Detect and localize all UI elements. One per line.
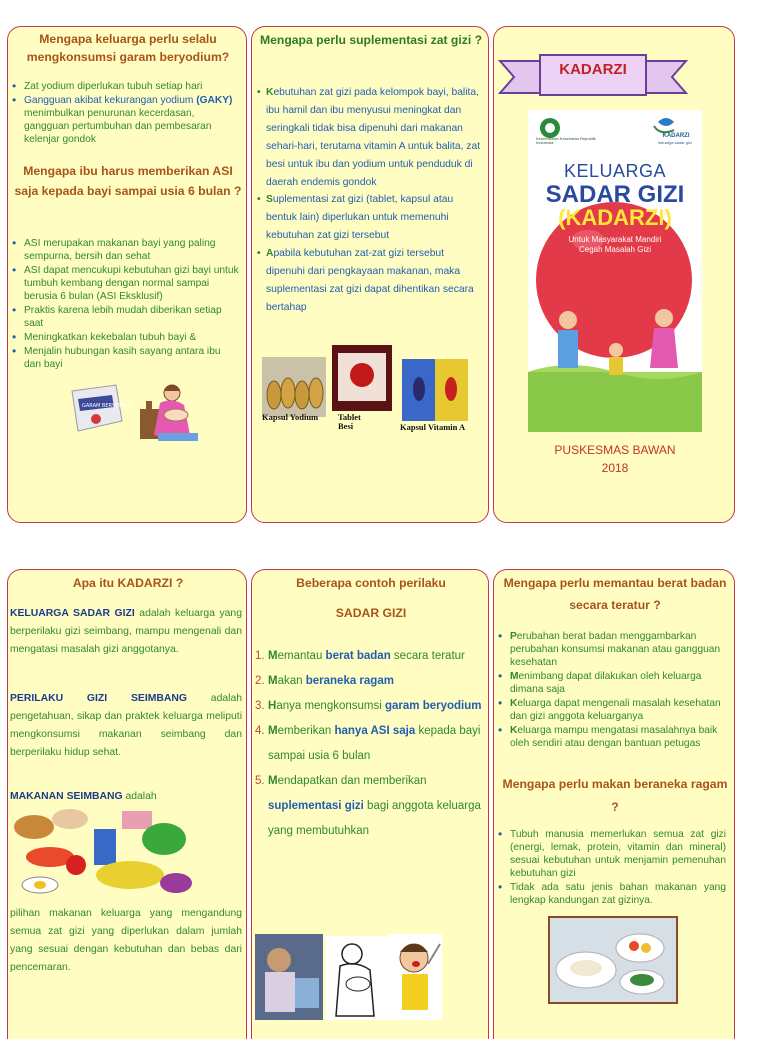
cover-line3: (KADARZI)	[558, 205, 672, 230]
salt-label: GARAM BERYODIUM	[82, 403, 132, 409]
definition-makanan-continued: pilihan makanan keluarga yang mengandung semua zat gizi yang diperlukan dalam jumlah yang sesuai dengan kebutuhan dan bebas dari pencemaran.	[10, 908, 242, 973]
cover-line2: SADAR GIZI	[545, 181, 685, 208]
year: 2018	[601, 461, 629, 475]
panel-suplementasi	[251, 26, 489, 523]
heading-asi: Mengapa ibu harus memberikan ASI saja kepada bayi sampai usia 6 bulan ?	[14, 164, 242, 198]
heading-sadar-gizi: SADAR GIZI	[335, 606, 407, 620]
salt-package-image	[64, 381, 132, 435]
behavior-list	[255, 644, 485, 845]
list-item: 2. Makan beraneka ragam	[255, 675, 394, 688]
panel-cover	[493, 26, 735, 523]
heading-apa-itu: Apa itu KADARZI ?	[72, 576, 184, 590]
list-item: • Gangguan akibat kekurangan yodium (GAKY) menimbulkan penurunan kecerdasan, gangguan pertumbuhan dan pembesaran kelenjar gondok	[8, 94, 240, 146]
tablet-besi-image	[332, 345, 392, 411]
kapsul-vitamin-a-image	[402, 359, 468, 421]
list-item: • Tidak ada satu jenis bahan makanan yang lengkap kandungan zat gizinya.	[494, 881, 730, 907]
list-item: • ASI merupakan makanan bayi yang paling sempurna, bersih dan sehat	[8, 237, 240, 263]
list-memantau	[494, 630, 730, 751]
list-item: 5. Mendapatkan dan memberikan suplementasi gizi bagi anggota keluarga yang membutuhkan	[255, 775, 481, 838]
child-eating-image	[388, 934, 442, 1020]
list-item: 1. Memantau berat badan secara teratur	[255, 650, 465, 662]
ministry-label: Kementerian Kesehatan Republik Indonesia	[536, 136, 596, 146]
list-item: 3. Hanya mengkonsumsi garam beryodium	[255, 700, 482, 713]
list-item: • Keluarga mampu mengatasi masalahnya baik oleh sendiri atau dengan bantuan petugas	[494, 724, 730, 750]
list-item: • Menimbang dapat dilakukan oleh keluarga dimana saja	[494, 670, 730, 696]
panel-memantau-berat-badan	[493, 569, 735, 1039]
panel-perilaku-sadar-gizi	[251, 569, 489, 1039]
heading-perilaku: Beberapa contoh perilaku	[296, 576, 446, 590]
cover-image	[528, 110, 702, 432]
cover-tagline1: Untuk Masyarakat Mandiri	[568, 235, 662, 244]
breastfeeding-image	[136, 379, 218, 445]
list-item: • Keluarga dapat mengenali masalah kesehatan dan gizi anggota keluarganya	[494, 697, 730, 723]
heading-garam: Mengapa keluarga perlu selalu mengkonsumsi garam beryodium?	[26, 32, 230, 64]
panel-apa-itu-kadarzi	[7, 569, 247, 1039]
caption-tablet-besi: Tablet Besi	[338, 412, 361, 432]
definition-perilaku: PERILAKU GIZI SEIMBANG adalah pengetahuan, sikap dan praktek keluarga meliputi mengkonsumsi makanan seimbang dan berperilaku hidup sehat.	[10, 693, 242, 758]
list-item: • Menjalin hubungan kasih sayang antara ibu dan bayi	[8, 345, 240, 371]
food-image	[10, 805, 196, 898]
list-beraneka-ragam	[494, 828, 730, 908]
mother-sketch	[326, 936, 388, 1020]
paragraph: • Suplementasi zat gizi (tablet, kapsul atau bentuk lain) diperlukan untuk memenuhi kebutuhan zat gizi tersebut	[257, 194, 454, 242]
list-garam	[8, 80, 240, 147]
definition-keluarga: KELUARGA SADAR GIZI adalah keluarga yang berperilaku gizi seimbang, mampu mengenali dan mengatasi masalah gizi anggotanya.	[10, 608, 242, 655]
meal-photo	[548, 916, 678, 1004]
paragraph: • Kebutuhan zat gizi pada kelompok bayi, balita, ibu hamil dan ibu menyusui meningkat dan seringkali tidak bisa dipenuhi dari makanan sehari-hari, terutama vitamin A untuk balita, zat besi untuk ibu dan yodium untuk penduduk di daerah endemis gondok	[257, 87, 481, 188]
heading-suplementasi: Mengapa perlu suplementasi zat gizi ?	[259, 33, 483, 47]
caption-kapsul-yodium: Kapsul Yodium	[262, 412, 319, 422]
list-item: • Perubahan berat badan menggambarkan perubahan konsumsi makanan atau gangguan kesehatan	[494, 630, 730, 669]
list-item: • Zat yodium diperlukan tubuh setiap hari	[8, 80, 240, 93]
kapsul-yodium-image	[262, 357, 326, 417]
list-item: • ASI dapat mencukupi kebutuhan gizi bayi untuk tumbuh kembang dengan normal sampai berusia 6 bulan (ASI Eksklusif)	[8, 264, 240, 303]
kadarzi-logo-text: KADARZI	[662, 133, 690, 139]
list-item: • Praktis karena lebih mudah diberikan setiap saat	[8, 304, 240, 330]
cover-line1: KELUARGA	[563, 161, 667, 181]
heading-memantau: Mengapa perlu memantau berat badan secara teratur ?	[503, 576, 727, 612]
heading-beraneka-ragam: Mengapa perlu makan beraneka ragam ?	[502, 777, 728, 814]
org-name: PUSKESMAS BAWAN	[554, 443, 676, 457]
banner-title: KADARZI	[559, 61, 627, 78]
list-item: • Tubuh manusia memerlukan semua zat gizi (energi, lemak, protein, vitamin dan mineral) sesuai kebutuhan untuk menjamin pemenuhan kebutuhan gizi	[494, 828, 730, 880]
kadarzi-logo-sub: keluarga sadar gizi	[658, 140, 692, 145]
panel-garam-beryodium	[7, 26, 247, 523]
list-item: 4. Memberikan hanya ASI saja kepada bayi sampai usia 6 bulan	[255, 725, 481, 763]
paragraph: • Apabila kebutuhan zat-zat gizi tersebut dipenuhi dari pengkayaan makanan, maka suplementasi zat gizi dapat dihentikan secara bertahap	[257, 248, 474, 313]
weighing-photo	[255, 934, 323, 1020]
suplementasi-text	[255, 84, 485, 317]
list-item: • Meningkatkan kekebalan tubuh bayi &	[8, 331, 240, 344]
definition-makanan: MAKANAN SEIMBANG adalah	[10, 791, 157, 802]
caption-kapsul-vitamin-a: Kapsul Vitamin A	[400, 422, 466, 432]
list-asi	[8, 237, 240, 372]
cover-tagline2: Cegah Masalah Gizi	[578, 245, 652, 254]
